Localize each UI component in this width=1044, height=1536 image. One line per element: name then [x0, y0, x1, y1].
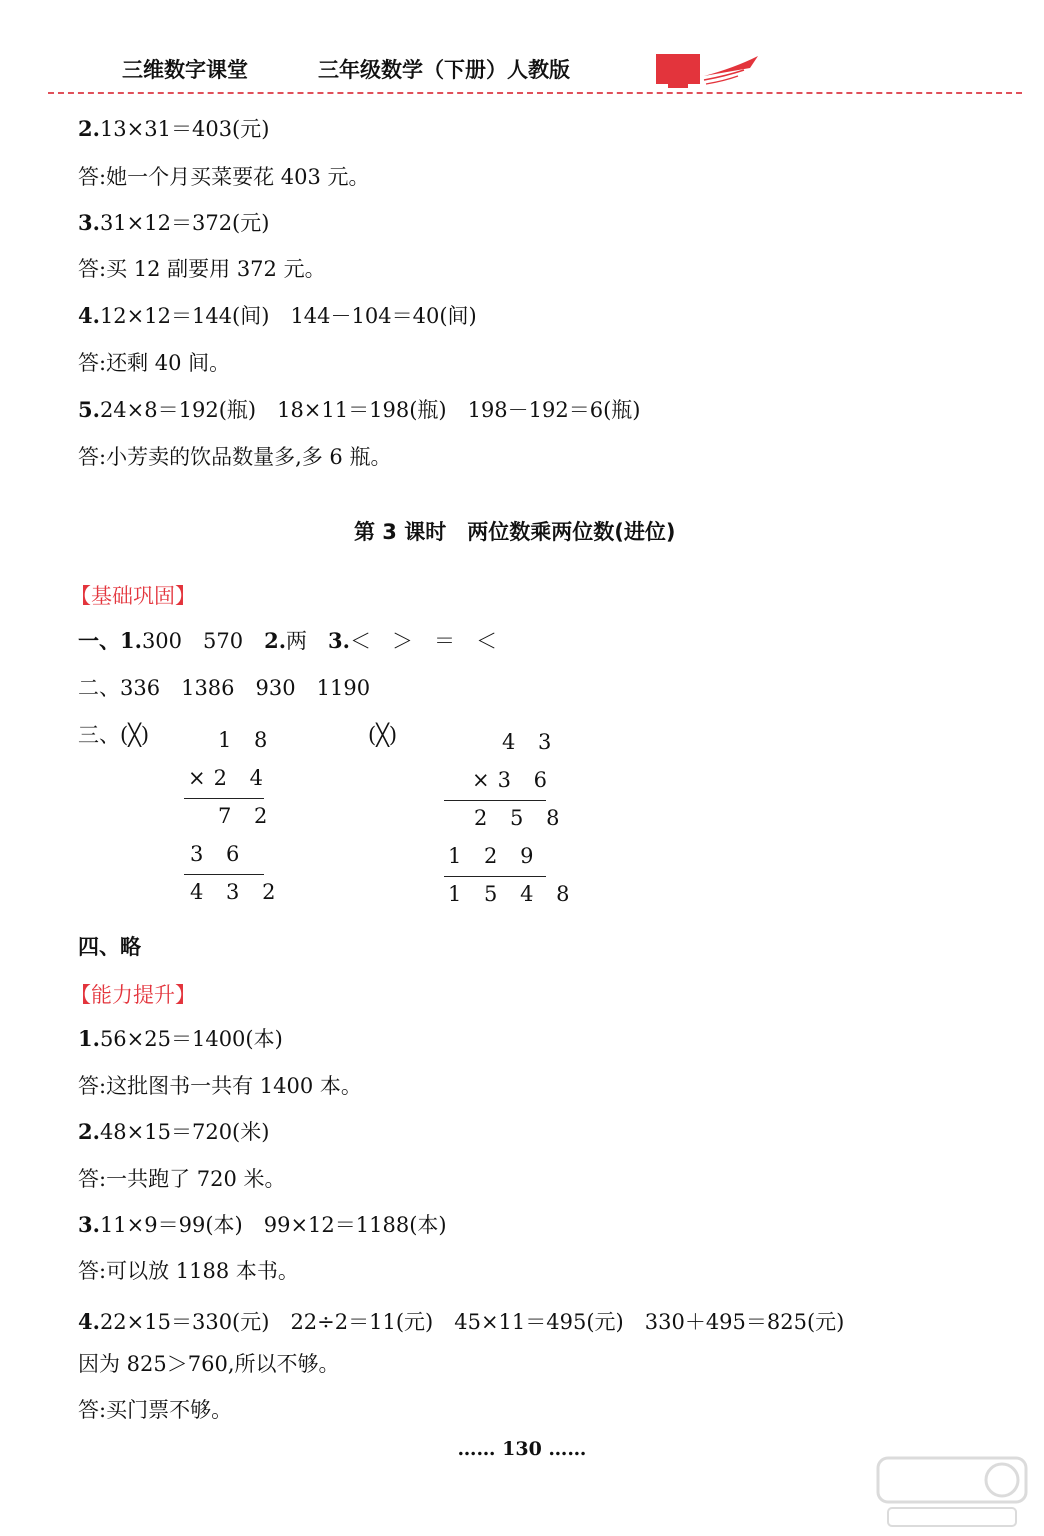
calc-row: 1 2 9 — [448, 844, 542, 868]
calc-rule — [184, 798, 264, 799]
tag-advance: 【能力提升】 — [70, 983, 196, 1007]
answer-line: 答:买 12 副要用 372 元。 — [78, 257, 326, 281]
answer-line: 2.13×31＝403(元) — [78, 116, 270, 141]
header-divider — [48, 92, 1022, 94]
watermark-logo-icon — [872, 1452, 1032, 1532]
section-title: 第 3 课时 两位数乘两位数(进位) — [354, 520, 676, 544]
page-number: …… 130 …… — [457, 1438, 587, 1460]
tag-basic: 【基础巩固】 — [70, 584, 196, 608]
calc-row: 3 6 — [190, 842, 248, 866]
answer-line: 答:她一个月买菜要花 403 元。 — [78, 165, 370, 189]
calc-row: ×2 4 — [188, 766, 271, 790]
basic-mark-2: (╳) — [368, 723, 398, 747]
answer-line: 3.11×9＝99(本) 99×12＝1188(本) — [78, 1212, 447, 1237]
answer-line: 答:买门票不够。 — [78, 1398, 233, 1422]
basic-line-2: 二、336 1386 930 1190 — [78, 676, 371, 700]
answer-line: 2.48×15＝720(米) — [78, 1119, 270, 1144]
answer-line: 答:可以放 1188 本书。 — [78, 1259, 299, 1283]
answer-line: 答:这批图书一共有 1400 本。 — [78, 1074, 362, 1098]
calc-rule — [184, 874, 264, 875]
basic-line-3-prefix: 三、(╳) — [78, 723, 150, 747]
rocket-logo-icon — [654, 50, 764, 90]
answer-line: 5.24×8＝192(瓶) 18×11＝198(瓶) 198－192＝6(瓶) — [78, 397, 641, 422]
book-subtitle: 三年级数学（下册）人教版 — [318, 58, 570, 82]
calc-row: 2 5 8 — [474, 806, 568, 830]
answer-line: 1.56×25＝1400(本) — [78, 1026, 283, 1051]
basic-line-4: 四、略 — [78, 934, 141, 959]
calc-rule — [444, 800, 546, 801]
answer-line: 答:还剩 40 间。 — [78, 351, 231, 375]
answer-line: 4.12×12＝144(间) 144－104＝40(间) — [78, 303, 477, 328]
calc-row: 1 5 4 8 — [448, 882, 578, 906]
answer-line: 4.22×15＝330(元) 22÷2＝11(元) 45×11＝495(元) 330＋495＝825(元) — [78, 1309, 845, 1334]
book-title: 三维数字课堂 — [122, 58, 248, 82]
basic-line-1: 一、1.300 570 2.两 3.＜ ＞ ＝ ＜ — [78, 628, 497, 653]
calc-row: 7 2 — [218, 804, 276, 828]
calc-rule — [444, 876, 546, 877]
answer-line: 因为 825＞760,所以不够。 — [78, 1352, 340, 1376]
calc-row: 4 3 2 — [190, 880, 284, 904]
answer-line: 3.31×12＝372(元) — [78, 210, 270, 235]
calc-row: ×3 6 — [472, 768, 555, 792]
answer-line: 答:一共跑了 720 米。 — [78, 1167, 286, 1191]
calc-row: 1 8 — [218, 728, 276, 752]
calc-row: 4 3 — [502, 730, 560, 754]
answer-line: 答:小芳卖的饮品数量多,多 6 瓶。 — [78, 445, 392, 469]
